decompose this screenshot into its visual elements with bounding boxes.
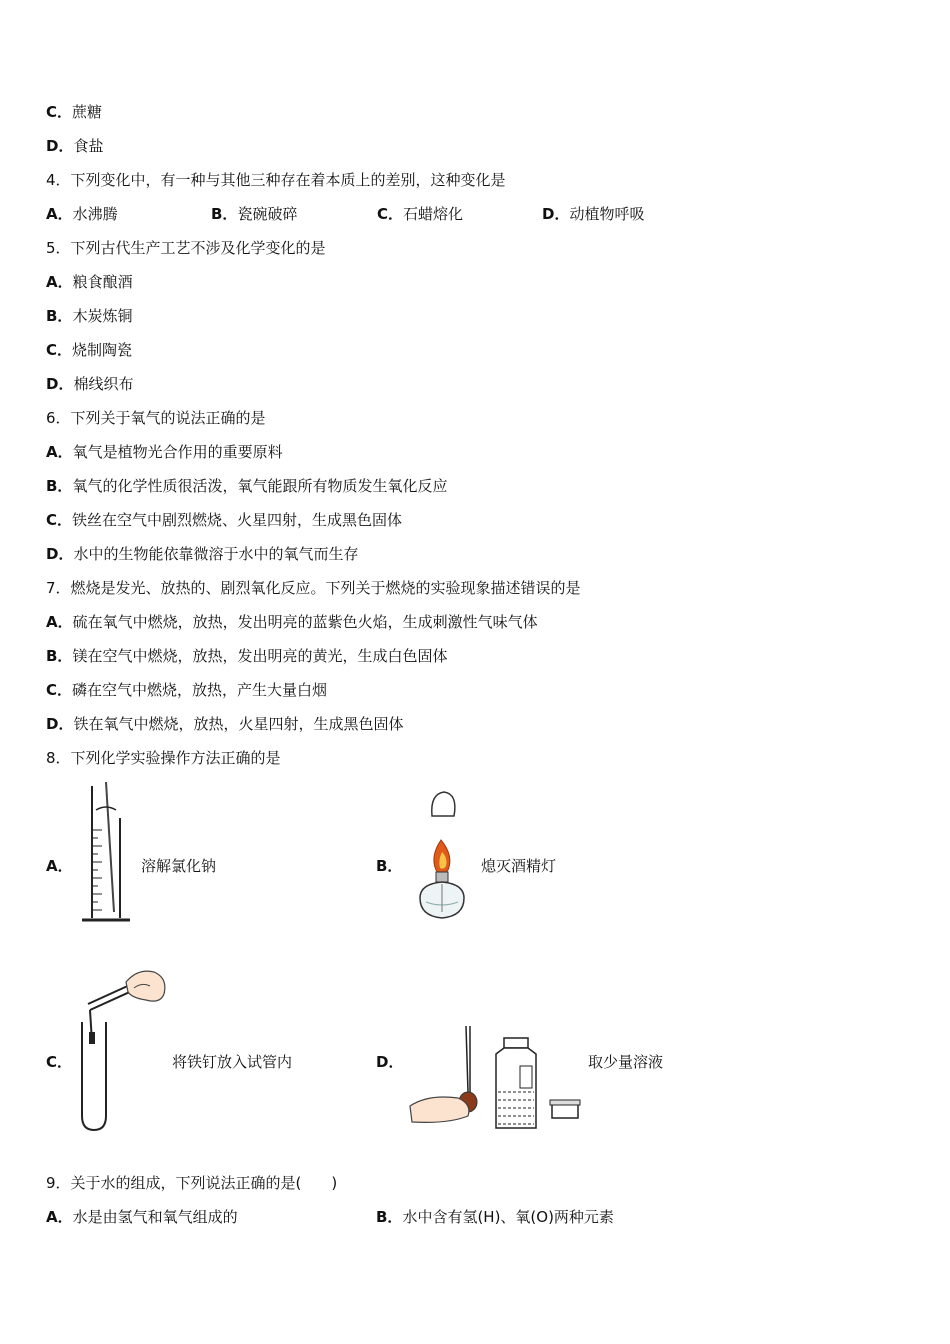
option-letter: C． (377, 205, 404, 223)
option-letter: C． (46, 681, 73, 699)
q8-option-c-letter: C． (46, 1053, 73, 1071)
dropper-bottle-icon (408, 1024, 584, 1130)
option-letter: A． (46, 205, 73, 223)
option-text: 镁在空气中燃烧，放热，发出明亮的黄光，生成白色固体 (72, 647, 448, 665)
option-text: 磷在空气中燃烧，放热，产生大量白烟 (72, 681, 328, 699)
q6-stem: 6．下列关于氧气的说法正确的是 (46, 409, 266, 427)
q6-option-c (46, 510, 402, 530)
option-text: 水中的生物能依靠微溶于水中的氧气而生存 (73, 545, 359, 563)
q4-option-d (542, 204, 644, 224)
option-text: 氧气是植物光合作用的重要原料 (72, 443, 283, 461)
q6-option-a (46, 442, 283, 462)
q5-option-c (46, 340, 132, 360)
alcohol-lamp-icon (408, 786, 474, 926)
q4-stem: 4．下列变化中，有一种与其他三种存在着本质上的差别，这种变化是 (46, 171, 506, 189)
q3-option-d (46, 136, 103, 156)
option-text: 水沸腾 (72, 205, 118, 223)
q4-option-b (211, 204, 297, 224)
q4-option-c (377, 204, 463, 224)
option-text: 石蜡熔化 (403, 205, 464, 223)
option-text: 铁丝在空气中剧烈燃烧、火星四射，生成黑色固体 (72, 511, 403, 529)
q5-stem: 5．下列古代生产工艺不涉及化学变化的是 (46, 239, 326, 257)
q7-option-b (46, 646, 447, 666)
option-letter: B． (46, 647, 73, 665)
option-letter: D． (46, 375, 74, 393)
option-letter: B． (46, 477, 73, 495)
q8-option-a-letter: A． (46, 857, 73, 875)
option-text: 水中含有氢(H)、氧(O)两种元素 (402, 1208, 614, 1226)
option-text: 棉线织布 (73, 375, 134, 393)
option-letter: A． (46, 273, 73, 291)
q7-option-a (46, 612, 538, 632)
q5-option-b (46, 306, 132, 326)
q8-option-c-text: 将铁钉放入试管内 (172, 1053, 293, 1071)
q4-option-a (46, 204, 118, 224)
option-text: 蔗糖 (72, 103, 103, 121)
q8-option-a-text: 溶解氯化钠 (141, 857, 217, 875)
q8-stem: 8．下列化学实验操作方法正确的是 (46, 749, 281, 767)
option-text: 瓷碗破碎 (237, 205, 298, 223)
q8-option-b-letter: B． (376, 857, 403, 875)
q3-option-c (46, 102, 102, 122)
q5-option-d (46, 374, 133, 394)
option-text: 烧制陶瓷 (72, 341, 133, 359)
option-text: 硫在氧气中燃烧，放热，发出明亮的蓝紫色火焰，生成刺激性气味气体 (72, 613, 538, 631)
option-text: 铁在氧气中燃烧，放热，火星四射，生成黑色固体 (73, 715, 404, 733)
q9-options (46, 1207, 906, 1227)
option-letter: A． (46, 613, 73, 631)
option-letter: D． (542, 205, 570, 223)
q7-stem: 7．燃烧是发光、放热的、剧烈氧化反应。下列关于燃烧的实验现象描述错误的是 (46, 579, 581, 597)
q7-option-d (46, 714, 403, 734)
option-letter: C． (46, 511, 73, 529)
option-text: 氧气的化学性质很活泼，氧气能跟所有物质发生氧化反应 (72, 477, 448, 495)
q6-option-d (46, 544, 358, 564)
graduated-cylinder-icon (76, 780, 136, 926)
option-letter: B． (376, 1208, 403, 1226)
q9-option-b (376, 1207, 614, 1227)
q9-stem: 9．关于水的组成，下列说法正确的是( ) (46, 1174, 338, 1192)
option-letter: D． (46, 545, 74, 563)
option-text: 粮食酿酒 (72, 273, 133, 291)
q5-option-a (46, 272, 133, 292)
test-tube-tweezers-icon (76, 964, 172, 1132)
q6-option-b (46, 476, 447, 496)
q4-options (46, 204, 906, 224)
option-letter: C． (46, 103, 73, 121)
option-text: 水是由氢气和氧气组成的 (72, 1208, 238, 1226)
option-letter: D． (46, 137, 74, 155)
q9-option-a (46, 1207, 238, 1227)
option-letter: B． (46, 307, 73, 325)
option-letter: A． (46, 1208, 73, 1226)
q7-option-c (46, 680, 327, 700)
option-letter: C． (46, 341, 73, 359)
option-text: 动植物呼吸 (569, 205, 645, 223)
q8-option-d-text: 取少量溶液 (588, 1053, 664, 1071)
q8-option-d-letter: D． (376, 1053, 404, 1071)
option-letter: A． (46, 443, 73, 461)
option-text: 食盐 (73, 137, 104, 155)
q8-option-b-text: 熄灭酒精灯 (481, 857, 557, 875)
option-letter: D． (46, 715, 74, 733)
option-letter: B． (211, 205, 238, 223)
option-text: 木炭炼铜 (72, 307, 133, 325)
